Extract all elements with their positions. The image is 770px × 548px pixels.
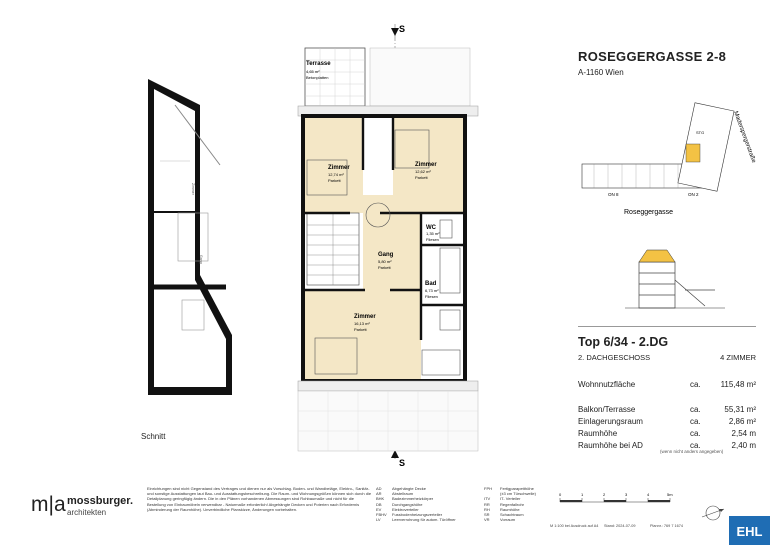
terrasse-floor: Betonplatten xyxy=(306,75,329,80)
raumhoehe-ad-ca: ca. xyxy=(690,441,701,450)
unit-rooms: 4 ZIMMER xyxy=(720,353,756,362)
section-gang-label: Gang xyxy=(199,255,203,264)
svg-text:5m: 5m xyxy=(667,492,673,497)
einlager-label: Einlagerungsraum xyxy=(578,417,643,426)
balkon-label: Balkon/Terrasse xyxy=(578,405,636,414)
terrasse-area: 4,65 m² xyxy=(306,69,320,74)
raumhoehe-value: 2,54 m xyxy=(731,429,756,438)
ehl-logo: EHL xyxy=(729,516,770,545)
wohnnutz-label: Wohnnutzfläche xyxy=(578,380,636,389)
wc-floor: Fliesen xyxy=(426,237,439,242)
balkon-value: 55,31 m² xyxy=(724,405,756,414)
svg-text:1: 1 xyxy=(581,492,584,497)
gang-area: 5,80 m² xyxy=(378,259,392,264)
section-mark-top: S xyxy=(399,24,406,34)
floor-plan xyxy=(290,20,480,470)
project-title: ROSEGGERGASSE 2-8 xyxy=(578,49,727,64)
site-label-stg: STG xyxy=(696,130,705,135)
street-roseggergasse: Roseggergasse xyxy=(624,209,674,216)
divider xyxy=(578,326,756,327)
svg-text:2: 2 xyxy=(603,492,606,497)
zimmer2-floor: Parkett xyxy=(415,175,428,180)
north-arrow-icon xyxy=(700,503,726,523)
raumhoehe-ad-label: Raumhöhe bei AD xyxy=(578,441,643,450)
project-city: A-1160 Wien xyxy=(578,68,624,77)
site-map xyxy=(578,92,758,220)
bad-floor: Fliesen xyxy=(425,294,438,299)
wc-name: WC xyxy=(426,225,436,231)
zimmer1-floor: Parkett xyxy=(328,178,341,183)
zimmer3-floor: Parkett xyxy=(354,327,367,332)
architect-logo: m|a xyxy=(31,493,66,516)
terrasse-name: Terrasse xyxy=(306,61,331,67)
legend-col1: AD Abgehängte Decke AR Abstellraum BHK Badezimmerheizkörper DB Durchgangshöhe EV Elektroverteiler FBHV Fussbodenheizungsverteiler LV Leerverrohrung für autom. Türöffner xyxy=(376,486,456,523)
street-maderspergerstrasse: Maderspergerstraße xyxy=(732,110,757,164)
architect-brand: mossburger. xyxy=(67,495,134,507)
row-wohnnutz xyxy=(578,380,756,389)
gang-name: Gang xyxy=(378,252,394,258)
section-mark-bottom: S xyxy=(399,458,406,468)
unit-floor: 2. DACHGESCHOSS xyxy=(578,353,651,362)
wohnnutz-value: 115,48 m² xyxy=(720,380,756,389)
area-note: (wenn nicht anders angegeben) xyxy=(660,449,724,454)
wc-area: 1,35 m² xyxy=(426,231,440,236)
svg-text:3: 3 xyxy=(625,492,628,497)
gang-floor: Parkett xyxy=(378,265,391,270)
plan-stand: Stand: 2024-07-09 xyxy=(604,524,636,528)
unit-floor-line xyxy=(578,353,756,362)
bad-name: Bad xyxy=(425,281,437,287)
building-section-icon xyxy=(625,240,725,310)
section-zimmer-label: Zimmer xyxy=(191,183,195,195)
scale-bar xyxy=(554,490,684,510)
plan-number: Plannr.: 769 7 1674 xyxy=(650,524,683,528)
svg-text:0: 0 xyxy=(559,492,562,497)
raumhoehe-ad-value: 2,40 m xyxy=(731,441,756,450)
unit-top: Top 6/34 - 2.DG xyxy=(578,335,669,349)
zimmer1-area: 12,74 m² xyxy=(328,172,344,177)
einlager-value: 2,86 m² xyxy=(728,417,756,426)
row-raumhoehe xyxy=(578,429,756,438)
architect-brand-sub: architekten xyxy=(67,508,107,517)
zimmer3-area: 16,13 m² xyxy=(354,321,370,326)
zimmer3-name: Zimmer xyxy=(354,314,376,320)
bad-area: 6,73 m² xyxy=(425,288,439,293)
raumhoehe-ca: ca. xyxy=(690,429,701,438)
row-balkon xyxy=(578,405,756,414)
balkon-ca: ca. xyxy=(690,405,701,414)
site-label-on8: ON 8 xyxy=(608,192,619,197)
raumhoehe-label: Raumhöhe xyxy=(578,429,618,438)
einlager-ca: ca. xyxy=(690,417,701,426)
zimmer2-name: Zimmer xyxy=(415,162,437,168)
zimmer1-name: Zimmer xyxy=(328,165,350,171)
site-label-on2: ON 2 xyxy=(688,192,699,197)
scale-info: M 1:100 bei Ausdruck auf A4 xyxy=(550,524,599,528)
disclaimer: Einrichtungen sind nicht Gegenstand des Vertrages und dienen nur als Vorschlag. Boden- und Wandbeläge, Elektro-, Sanitär- und sonstige Ausstattungen laut Bau- und Ausstattungsbeschreibung. Die Raum- und Wohnungsgrößen können sich durch die Detailplanung geringfügig ändern. Die in den Plänen vorhandenen Abmessungen sind Rohbaumaße und nicht für die Bestellung von Einbaumöbeln verwendbar - Naturmaße erforderlich! Abgehängte Decken und Poterien nach Erfordernis (Abminderung der Raumhöhe). Unverbindliche Planskizze, Änderungen vorbehalten. xyxy=(147,486,372,512)
legend-col2: FPH Fertigparapetthöhe (±3 cm Türschwelle) ITV IT- Verteiler RR Regenfallrohr RH Raumhöhe SR Schachtraum VR Vorraum xyxy=(484,486,536,523)
section-drawing xyxy=(140,75,240,405)
svg-text:4: 4 xyxy=(647,492,650,497)
zimmer2-area: 12,62 m² xyxy=(415,169,431,174)
section-label: Schnitt xyxy=(141,432,166,441)
row-einlager xyxy=(578,417,756,426)
wohnnutz-ca: ca. xyxy=(690,380,701,389)
